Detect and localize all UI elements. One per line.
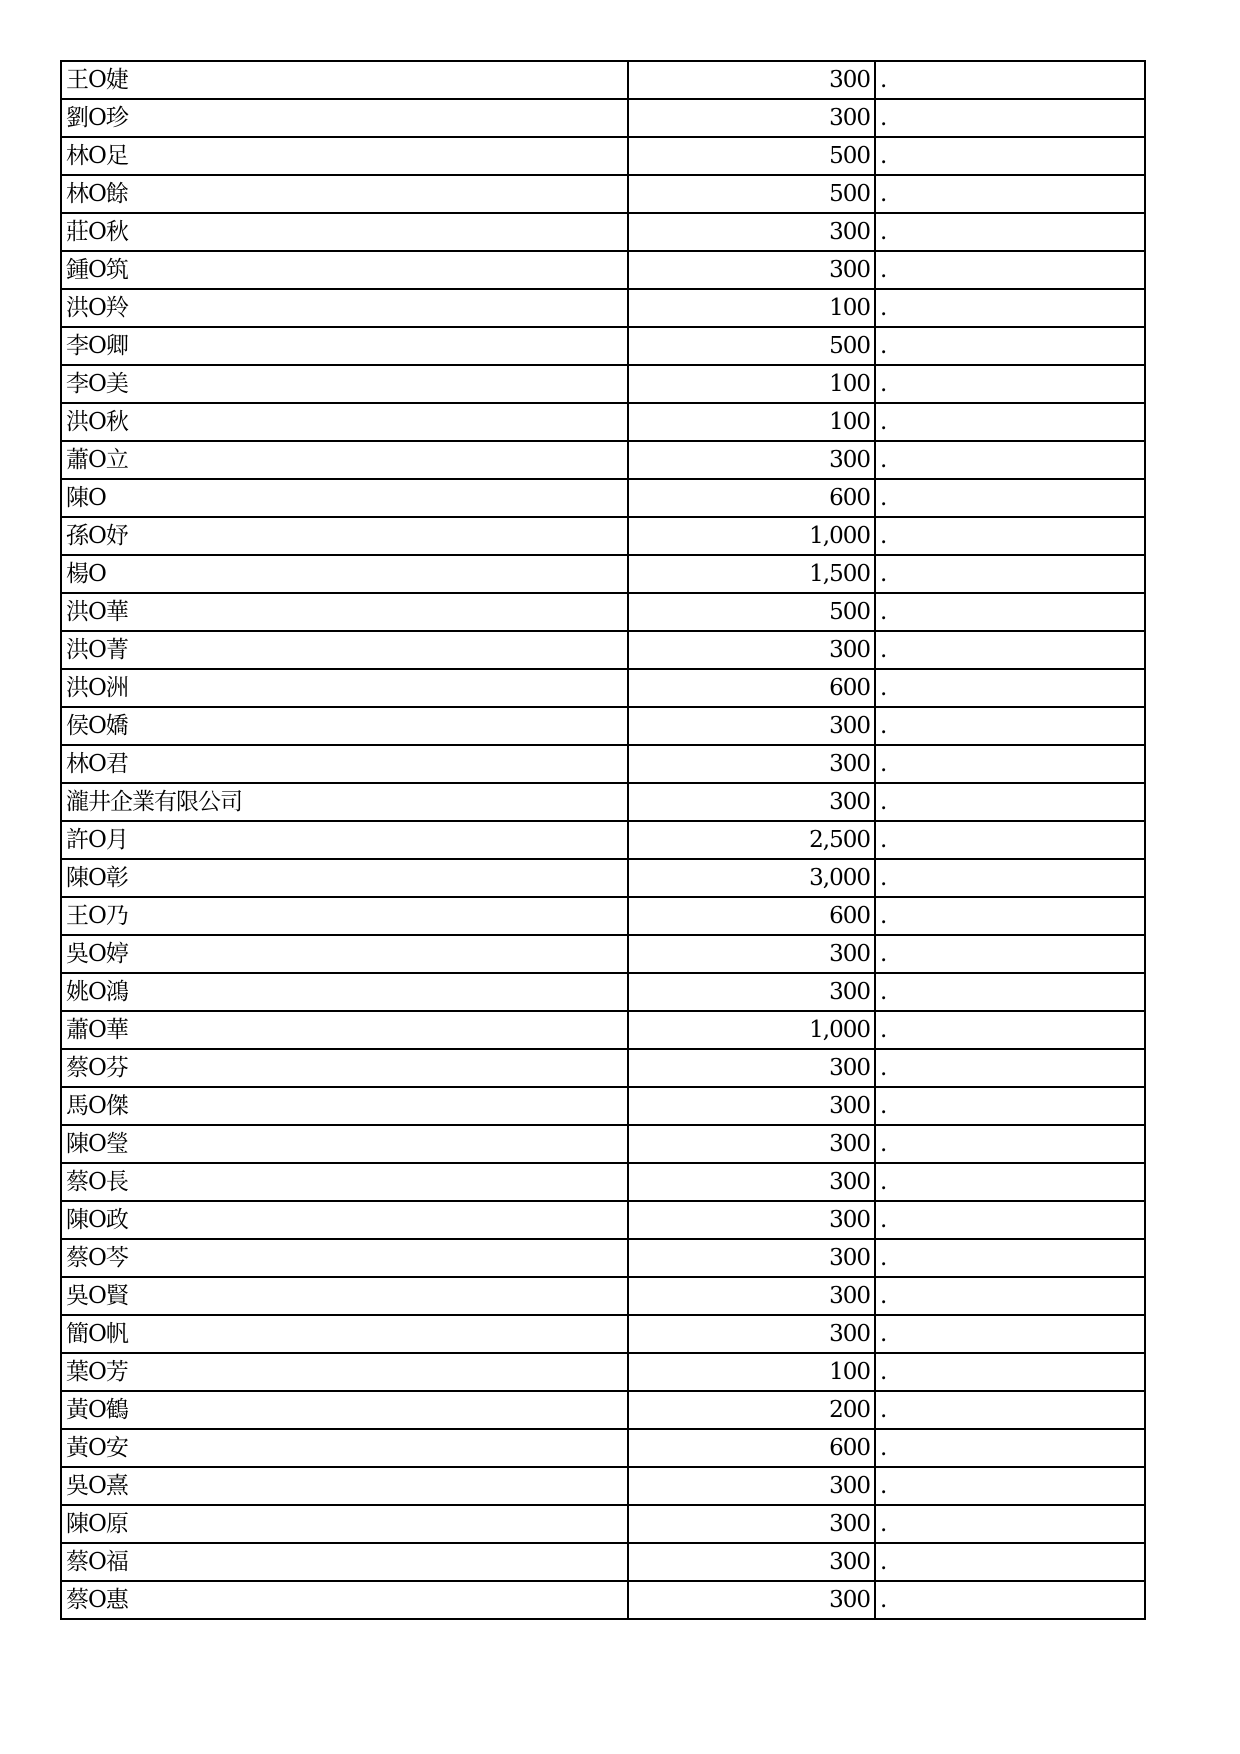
note-cell: . (875, 1391, 1145, 1429)
note-cell: . (875, 745, 1145, 783)
donor-name-cell: 馬O傑 (61, 1087, 628, 1125)
donation-amount-cell: 100 (628, 403, 875, 441)
donation-amount-cell: 300 (628, 707, 875, 745)
note-cell: . (875, 137, 1145, 175)
donation-table (60, 60, 1146, 1620)
donation-amount-cell: 300 (628, 973, 875, 1011)
table-row (61, 289, 1145, 327)
donation-amount-cell: 600 (628, 669, 875, 707)
note-cell: . (875, 1429, 1145, 1467)
donation-amount-cell: 300 (628, 1239, 875, 1277)
note-cell: . (875, 289, 1145, 327)
donation-amount-cell: 100 (628, 1353, 875, 1391)
donation-amount-cell: 300 (628, 1201, 875, 1239)
donation-amount-cell: 300 (628, 1315, 875, 1353)
table-row (61, 1277, 1145, 1315)
donor-name-cell: 陳O瑩 (61, 1125, 628, 1163)
donor-name-cell: 李O美 (61, 365, 628, 403)
note-cell: . (875, 555, 1145, 593)
table-row (61, 441, 1145, 479)
table-row (61, 1353, 1145, 1391)
donation-amount-cell: 300 (628, 1581, 875, 1619)
note-cell: . (875, 1467, 1145, 1505)
table-row (61, 213, 1145, 251)
table-row (61, 61, 1145, 99)
donation-sheet (60, 60, 1144, 1620)
note-cell: . (875, 1581, 1145, 1619)
donor-name-cell: 吳O婷 (61, 935, 628, 973)
donor-name-cell: 孫O妤 (61, 517, 628, 555)
table-row (61, 783, 1145, 821)
note-cell: . (875, 1163, 1145, 1201)
table-row (61, 593, 1145, 631)
table-row (61, 1505, 1145, 1543)
donor-name-cell: 侯O嬌 (61, 707, 628, 745)
donor-name-cell: 楊O (61, 555, 628, 593)
table-row (61, 973, 1145, 1011)
note-cell: . (875, 517, 1145, 555)
donor-name-cell: 吳O賢 (61, 1277, 628, 1315)
note-cell: . (875, 1277, 1145, 1315)
note-cell: . (875, 859, 1145, 897)
donor-name-cell: 葉O芳 (61, 1353, 628, 1391)
table-row (61, 1163, 1145, 1201)
donor-name-cell: 李O卿 (61, 327, 628, 365)
table-row (61, 1391, 1145, 1429)
note-cell: . (875, 935, 1145, 973)
donor-name-cell: 吳O熹 (61, 1467, 628, 1505)
table-row (61, 1201, 1145, 1239)
table-row (61, 1467, 1145, 1505)
note-cell: . (875, 479, 1145, 517)
donation-amount-cell: 1,500 (628, 555, 875, 593)
donor-name-cell: 蔡O長 (61, 1163, 628, 1201)
table-row (61, 137, 1145, 175)
note-cell: . (875, 175, 1145, 213)
table-row (61, 555, 1145, 593)
note-cell: . (875, 1125, 1145, 1163)
note-cell: . (875, 669, 1145, 707)
table-row (61, 327, 1145, 365)
donor-name-cell: 林O足 (61, 137, 628, 175)
table-row (61, 251, 1145, 289)
donation-amount-cell: 100 (628, 365, 875, 403)
donation-amount-cell: 300 (628, 99, 875, 137)
note-cell: . (875, 631, 1145, 669)
table-row (61, 517, 1145, 555)
donor-name-cell: 蔡O福 (61, 1543, 628, 1581)
note-cell: . (875, 1087, 1145, 1125)
note-cell: . (875, 1353, 1145, 1391)
donor-name-cell: 陳O彰 (61, 859, 628, 897)
table-row (61, 707, 1145, 745)
note-cell: . (875, 327, 1145, 365)
note-cell: . (875, 593, 1145, 631)
donation-amount-cell: 1,000 (628, 517, 875, 555)
donor-name-cell: 林O餘 (61, 175, 628, 213)
donation-amount-cell: 100 (628, 289, 875, 327)
donor-name-cell: 簡O帆 (61, 1315, 628, 1353)
donor-name-cell: 陳O原 (61, 1505, 628, 1543)
note-cell: . (875, 821, 1145, 859)
table-row (61, 1011, 1145, 1049)
donation-amount-cell: 300 (628, 1049, 875, 1087)
note-cell: . (875, 783, 1145, 821)
note-cell: . (875, 1315, 1145, 1353)
table-row (61, 403, 1145, 441)
donation-amount-cell: 300 (628, 61, 875, 99)
donation-amount-cell: 300 (628, 441, 875, 479)
donor-name-cell: 姚O鴻 (61, 973, 628, 1011)
donation-amount-cell: 500 (628, 593, 875, 631)
donor-name-cell: 蔡O芩 (61, 1239, 628, 1277)
donation-amount-cell: 300 (628, 1087, 875, 1125)
donor-name-cell: 蕭O華 (61, 1011, 628, 1049)
table-row (61, 1049, 1145, 1087)
donor-name-cell: 王O婕 (61, 61, 628, 99)
note-cell: . (875, 973, 1145, 1011)
donor-name-cell: 王O乃 (61, 897, 628, 935)
note-cell: . (875, 441, 1145, 479)
table-row (61, 897, 1145, 935)
table-row (61, 479, 1145, 517)
donation-amount-cell: 200 (628, 1391, 875, 1429)
table-row (61, 1239, 1145, 1277)
donor-name-cell: 蔡O惠 (61, 1581, 628, 1619)
note-cell: . (875, 707, 1145, 745)
table-row (61, 1125, 1145, 1163)
table-row (61, 1429, 1145, 1467)
table-row (61, 365, 1145, 403)
donation-amount-cell: 300 (628, 1467, 875, 1505)
donation-amount-cell: 600 (628, 1429, 875, 1467)
donation-amount-cell: 300 (628, 1505, 875, 1543)
note-cell: . (875, 403, 1145, 441)
donation-amount-cell: 300 (628, 783, 875, 821)
donor-name-cell: 瀧井企業有限公司 (61, 783, 628, 821)
donor-name-cell: 陳O (61, 479, 628, 517)
note-cell: . (875, 897, 1145, 935)
table-row (61, 935, 1145, 973)
donor-name-cell: 蕭O立 (61, 441, 628, 479)
donation-amount-cell: 600 (628, 479, 875, 517)
note-cell: . (875, 1239, 1145, 1277)
donor-name-cell: 黃O安 (61, 1429, 628, 1467)
donation-amount-cell: 2,500 (628, 821, 875, 859)
donation-amount-cell: 300 (628, 213, 875, 251)
table-row (61, 631, 1145, 669)
donor-name-cell: 洪O菁 (61, 631, 628, 669)
donor-name-cell: 洪O羚 (61, 289, 628, 327)
note-cell: . (875, 1201, 1145, 1239)
table-row (61, 99, 1145, 137)
note-cell: . (875, 1543, 1145, 1581)
note-cell: . (875, 365, 1145, 403)
donation-amount-cell: 500 (628, 137, 875, 175)
table-row (61, 1581, 1145, 1619)
note-cell: . (875, 213, 1145, 251)
table-row (61, 745, 1145, 783)
donor-name-cell: 洪O洲 (61, 669, 628, 707)
donation-amount-cell: 500 (628, 327, 875, 365)
donation-amount-cell: 300 (628, 631, 875, 669)
donor-name-cell: 洪O秋 (61, 403, 628, 441)
donation-amount-cell: 300 (628, 1125, 875, 1163)
donor-name-cell: 黃O鶴 (61, 1391, 628, 1429)
table-row (61, 859, 1145, 897)
note-cell: . (875, 251, 1145, 289)
donor-name-cell: 林O君 (61, 745, 628, 783)
note-cell: . (875, 1049, 1145, 1087)
donor-name-cell: 陳O政 (61, 1201, 628, 1239)
note-cell: . (875, 61, 1145, 99)
donation-amount-cell: 500 (628, 175, 875, 213)
note-cell: . (875, 1011, 1145, 1049)
table-row (61, 821, 1145, 859)
donation-amount-cell: 300 (628, 251, 875, 289)
donor-name-cell: 莊O秋 (61, 213, 628, 251)
donor-name-cell: 洪O華 (61, 593, 628, 631)
donation-table-body (61, 61, 1145, 1619)
donation-amount-cell: 300 (628, 745, 875, 783)
donation-amount-cell: 300 (628, 935, 875, 973)
note-cell: . (875, 99, 1145, 137)
donation-amount-cell: 1,000 (628, 1011, 875, 1049)
donation-amount-cell: 300 (628, 1543, 875, 1581)
donor-name-cell: 劉O珍 (61, 99, 628, 137)
note-cell: . (875, 1505, 1145, 1543)
table-row (61, 669, 1145, 707)
table-row (61, 1543, 1145, 1581)
table-row (61, 1087, 1145, 1125)
donor-name-cell: 蔡O芬 (61, 1049, 628, 1087)
donation-amount-cell: 3,000 (628, 859, 875, 897)
donation-amount-cell: 300 (628, 1163, 875, 1201)
donor-name-cell: 鍾O筑 (61, 251, 628, 289)
donation-amount-cell: 600 (628, 897, 875, 935)
table-row (61, 175, 1145, 213)
table-row (61, 1315, 1145, 1353)
donation-amount-cell: 300 (628, 1277, 875, 1315)
donor-name-cell: 許O月 (61, 821, 628, 859)
